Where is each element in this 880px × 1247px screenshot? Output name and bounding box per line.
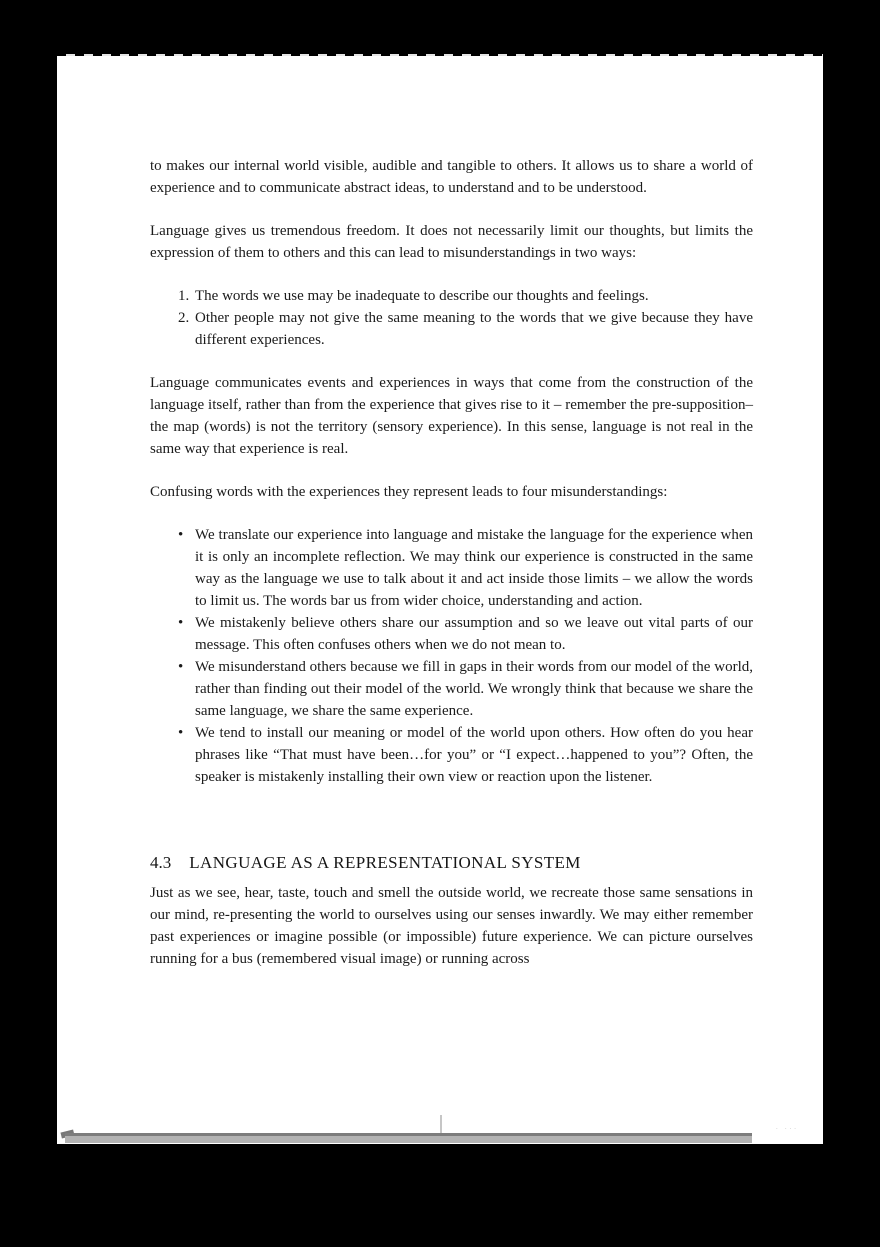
bullet-item-text: We tend to install our meaning or model of the world upon others. How often do you hear phrases like “That must have been…for you” or “I expect…happened to you”? Often, the speaker is mistakenly installing their own view or reaction upon the listener.: [195, 725, 753, 785]
body-paragraph-1: to makes our internal world visible, audible and tangible to others. It allows us to share a world of experience and to communicate abstract ideas, to understand and to be understood.: [150, 158, 753, 196]
bullet-list-item: [178, 656, 753, 722]
section-heading: [150, 852, 753, 874]
bullet-item-text: We translate our experience into language and mistake the language for the experience when it is only an incomplete reflection. We may think our experience is constructed in the same way as the language we use to talk about it and act inside those limits – we allow the words to limit us. The words bar us from wider choice, understanding and action.: [195, 527, 753, 609]
bullet-icon: •: [178, 659, 184, 675]
body-paragraph-2: Language gives us tremendous freedom. It does not necessarily limit our thoughts, but limits the expression of them to others and this can lead to misunderstandings in two ways:: [150, 223, 753, 261]
bullet-icon: •: [178, 725, 184, 741]
faint-page-marks: · ···: [775, 1124, 799, 1133]
numbered-list: [150, 285, 753, 351]
bullet-list: [150, 524, 753, 788]
list-item-text: The words we use may be inadequate to describe our thoughts and feelings.: [195, 288, 649, 304]
final-paragraph: Just as we see, hear, taste, touch and smell the outside world, we recreate those same sensations in our mind, re-presenting the world to ourselves using our senses inwardly. We may either remember past experiences or imagine possible (or impossible) future experience. We can picture ourselves running for a bus (remembered visual image) or running across: [150, 885, 753, 967]
bullet-item-text: We mistakenly believe others share our assumption and so we leave out vital parts of our message. This often confuses others when we do not mean to.: [195, 615, 753, 653]
horizontal-scrollbar[interactable]: [65, 1133, 752, 1143]
section-number: 4.3: [150, 853, 172, 872]
list-item-text: Other people may not give the same meaning to the words that we give because they have different experiences.: [195, 310, 753, 348]
list-number: 1.: [178, 288, 190, 304]
numbered-list-item: [178, 307, 753, 351]
list-number: 2.: [178, 310, 190, 326]
bullet-list-item: [178, 722, 753, 788]
bullet-list-item: [178, 612, 753, 656]
bullet-item-text: We misunderstand others because we fill in gaps in their words from our model of the world, rather than finding out their model of the world. We wrongly think that because we share the same language, we share the same experience.: [195, 659, 753, 719]
numbered-list-item: [178, 285, 753, 307]
bullet-icon: •: [178, 615, 184, 631]
body-paragraph-4: Confusing words with the experiences they represent leads to four misunderstandings:: [150, 484, 668, 500]
document-page: [57, 56, 823, 1144]
bullet-list-item: [178, 524, 753, 612]
section-title: LANGUAGE AS A REPRESENTATIONAL SYSTEM: [189, 853, 581, 872]
page-content: [57, 56, 823, 970]
bullet-icon: •: [178, 527, 184, 543]
body-paragraph-3: Language communicates events and experiences in ways that come from the construction of the language itself, rather than from the experience that gives rise to it – remember the pre-supposition– the map (words) is not the territory (sensory experience). In this sense, language is not real in the same way that experience is real.: [150, 375, 753, 457]
